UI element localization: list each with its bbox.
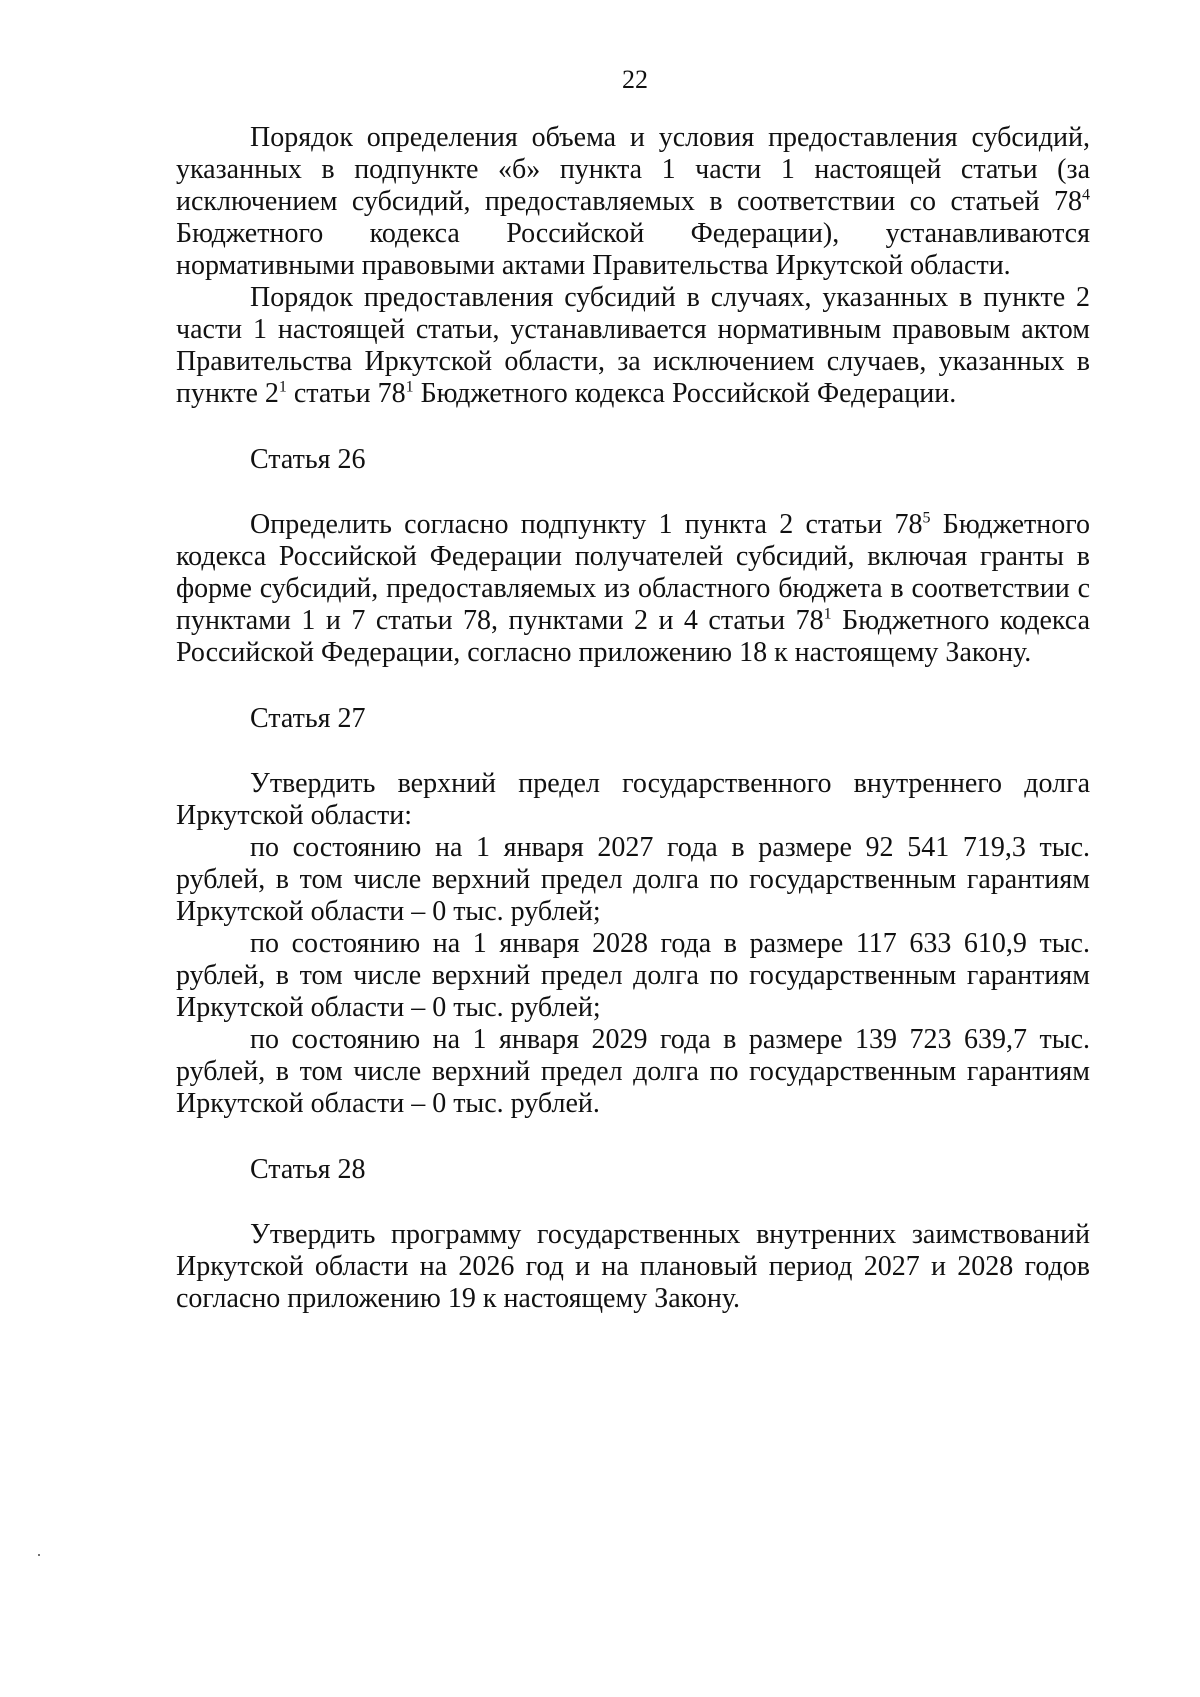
paragraph-subsidy-procedure: Порядок определения объема и условия предоставления субсидий, указанных в подпункте «б» пункта 1 части 1 настоящей статьи (за исключением субсидий, предоставляемых в соответствии со статьей $78^4$ Бюджетного кодекса Российской Федерации), устанавливаются нормативными правовыми актами Правительства Иркутской области.: [176, 122, 1090, 281]
superscript: 1: [823, 605, 832, 623]
article-26-heading: Статья 26: [250, 444, 366, 475]
article-26-text: Определить согласно подпункту 1 пункта 2 статьи $78^5$ Бюджетного кодекса Российской Федерации получателей субсидий, включая гранты в форме субсидий, предоставляемых из областного бюджета в соответствии с пунктами 1 и 7 статьи 78, пунктами 2 и 4 статьи $78^1$ Бюджетного кодекса Российской Федерации, согласно приложению 18 к настоящему Закону.: [176, 509, 1091, 668]
superscript: 1: [405, 378, 414, 396]
article-28-text: Утвердить программу государственных внутренних заимствований Иркутской области на 2026 год и на плановый период 2027 и 2028 годов согласно приложению 19 к настоящему Закону.: [176, 1219, 1090, 1314]
superscript: 4: [1082, 186, 1090, 204]
superscript: 5: [922, 509, 931, 527]
debt-limit-2029: по состоянию на 1 января 2029 года в размере 139 723 639,7 тыс. рублей, в том числе верхний предел долга по государственным гарантиям Иркутской области – 0 тыс. рублей.: [176, 1024, 1090, 1119]
debt-limit-2028: по состоянию на 1 января 2028 года в размере 117 633 610,9 тыс. рублей, в том числе верхний предел долга по государственным гарантиям Иркутской области – 0 тыс. рублей;: [176, 928, 1090, 1023]
article-28-heading: Статья 28: [250, 1154, 366, 1185]
document-body: [176, 122, 1090, 1315]
page-number: 22: [622, 65, 648, 94]
debt-limit-2027: по состоянию на 1 января 2027 года в размере 92 541 719,3 тыс. рублей, в том числе верхний предел долга по государственным гарантиям Иркутской области – 0 тыс. рублей;: [176, 832, 1090, 927]
superscript: 1: [278, 378, 287, 396]
paragraph-subsidy-cases: Порядок предоставления субсидий в случаях, указанных в пункте 2 части 1 настоящей статьи, устанавливается нормативным правовым актом Правительства Иркутской области, за исключением случаев, указанных в пункте $2^1$ статьи $78^1$ Бюджетного кодекса Российской Федерации.: [176, 282, 1090, 409]
article-27-intro: Утвердить верхний предел государственного внутреннего долга Иркутской области:: [176, 768, 1090, 831]
scan-artifact: [38, 1554, 40, 1556]
article-27-heading: Статья 27: [250, 703, 366, 734]
